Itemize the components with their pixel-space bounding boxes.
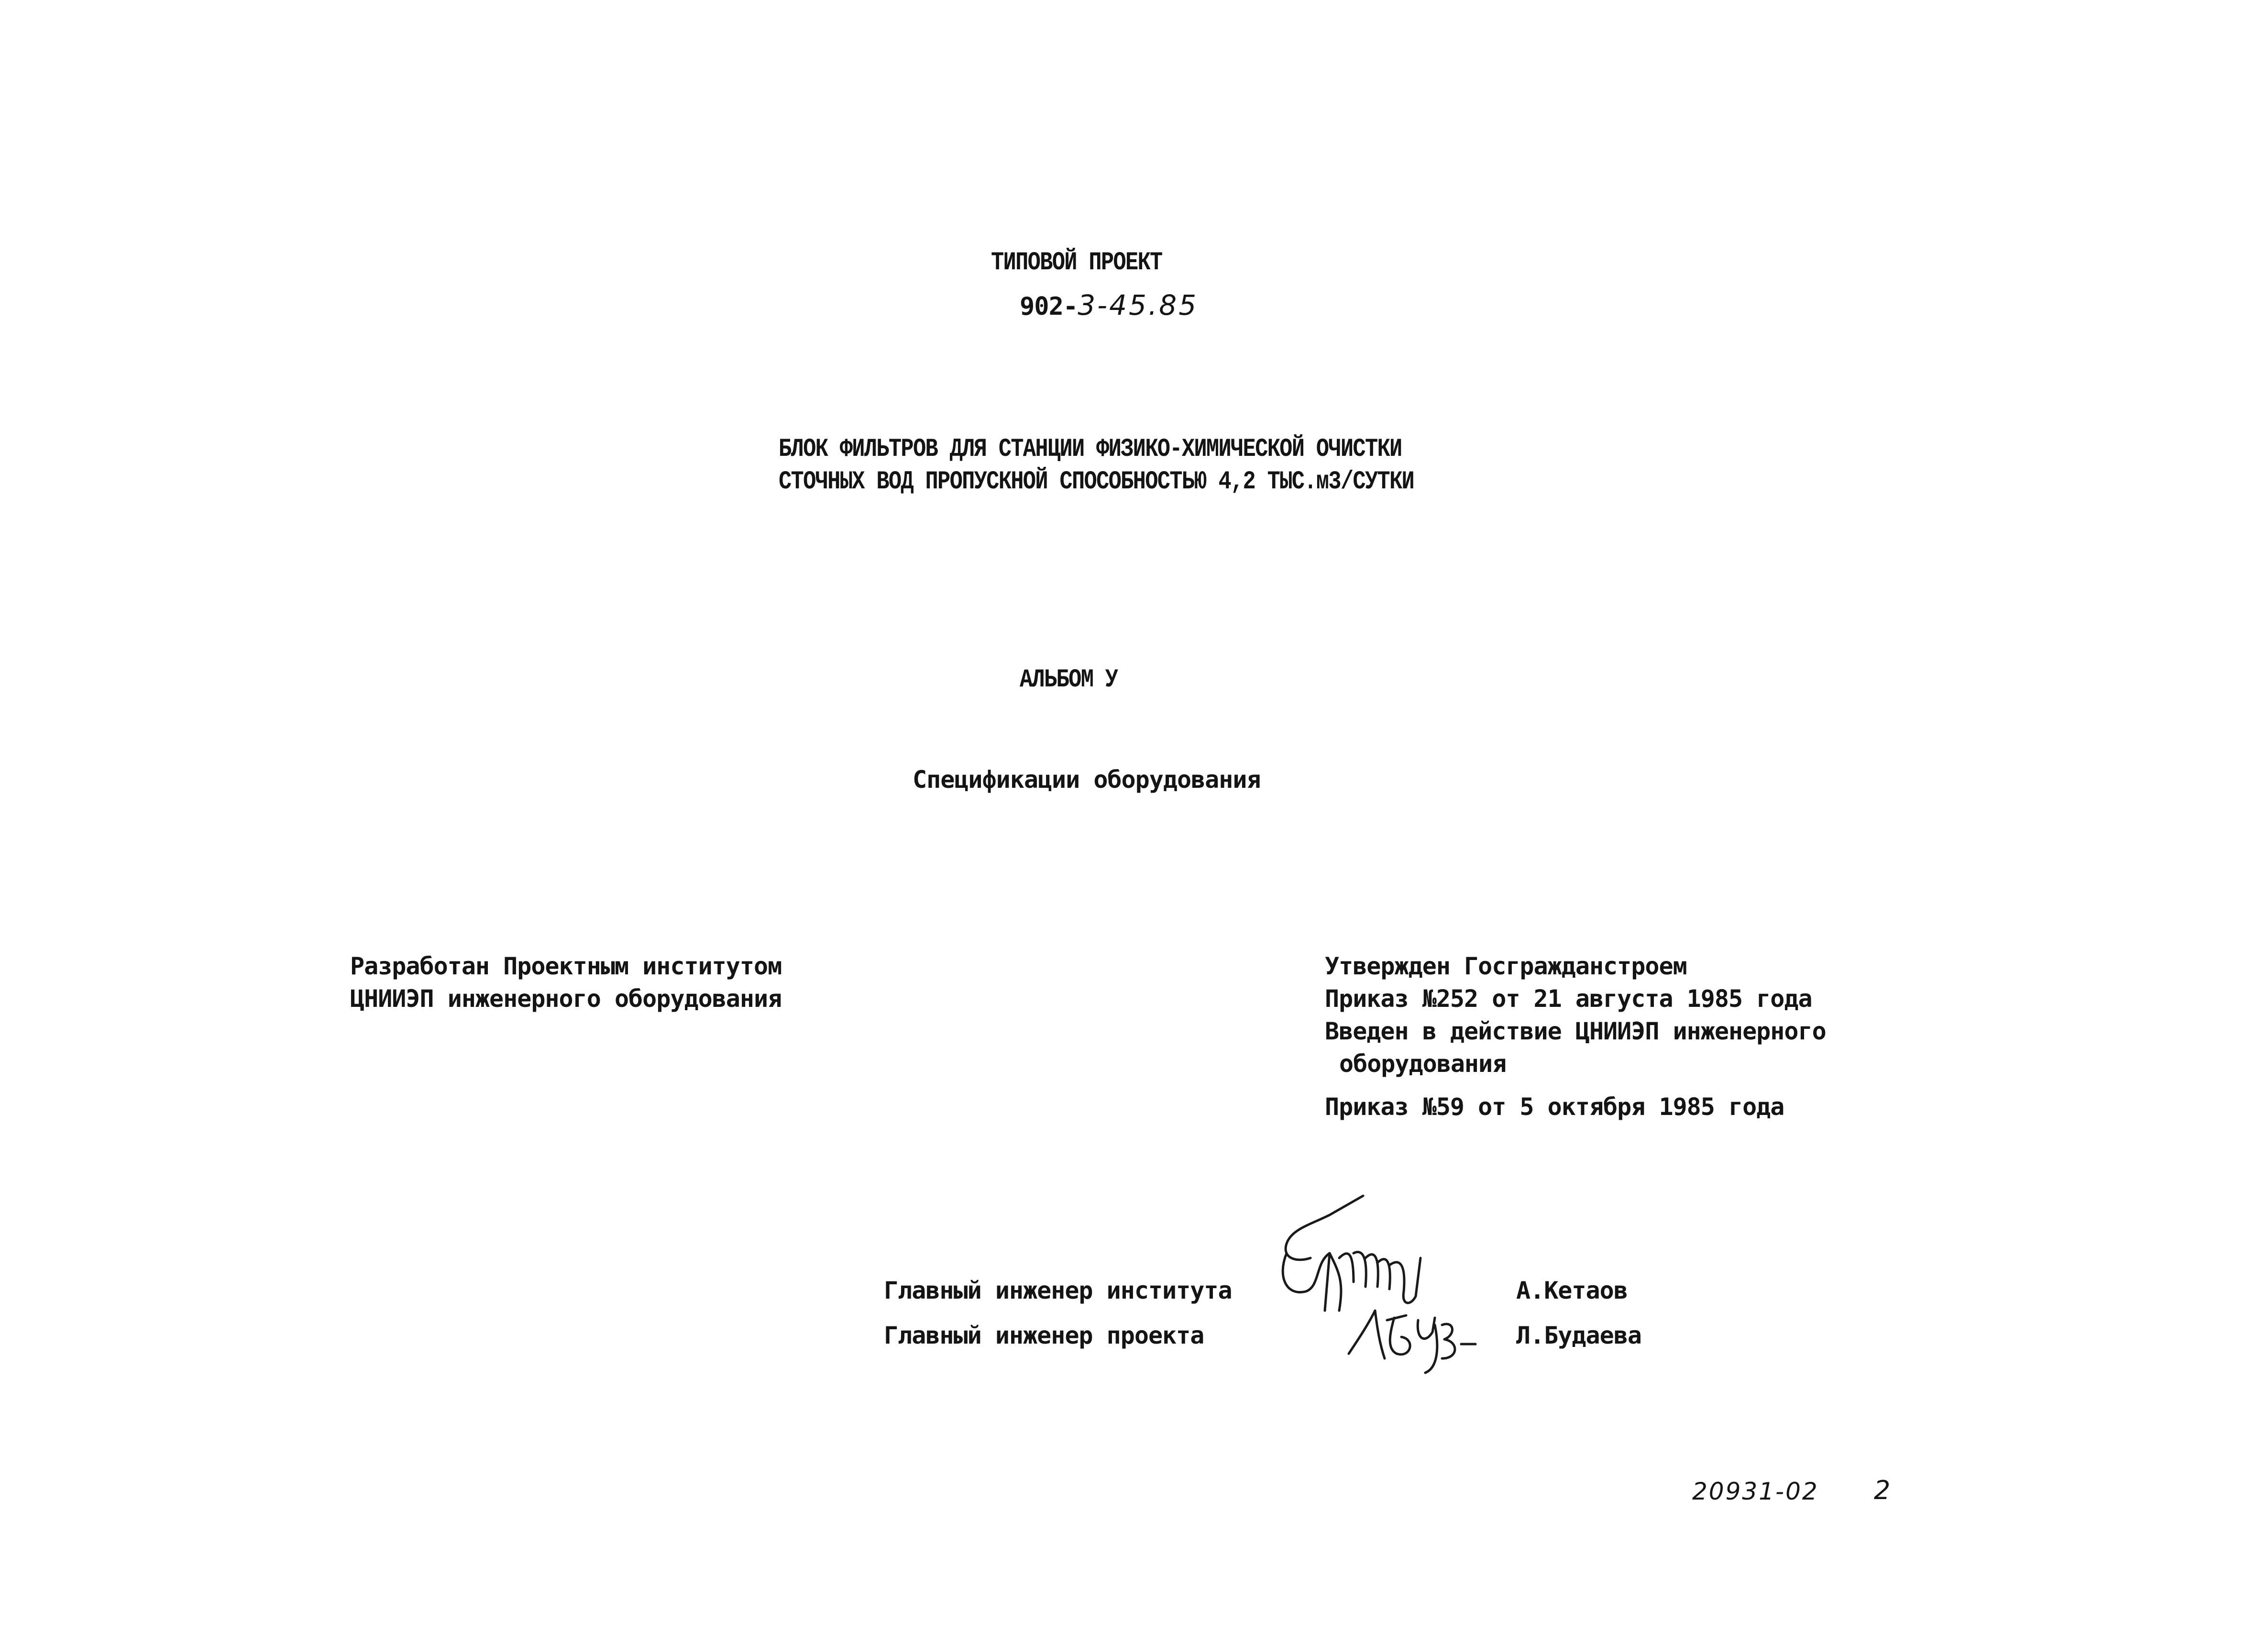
project-number-printed: 902- bbox=[1020, 292, 1078, 321]
signature-scribble-2 bbox=[1339, 1291, 1483, 1378]
document-code: 20931-02 bbox=[1692, 1478, 1819, 1505]
approval-line-1: Утвержден Госгражданстроем bbox=[1325, 952, 1687, 980]
approval-line-5: Приказ №59 от 5 октября 1985 года bbox=[1325, 1093, 1784, 1121]
developer-line-2: ЦНИИЭП инженерного оборудования bbox=[350, 985, 782, 1013]
project-type-heading: ТИПОВОЙ ПРОЕКТ bbox=[991, 248, 1162, 277]
page-number: 2 bbox=[1874, 1475, 1890, 1505]
approval-line-4: оборудования bbox=[1339, 1050, 1507, 1078]
album-subtitle: Спецификации оборудования bbox=[913, 766, 1261, 794]
signature-name-1: А.Кетаов bbox=[1516, 1277, 1628, 1304]
project-number-handwritten: 3-45.85 bbox=[1078, 289, 1199, 321]
signature-role-2: Главный инженер проекта bbox=[884, 1322, 1204, 1349]
approval-line-3: Введен в действие ЦНИИЭП инженерного bbox=[1325, 1017, 1826, 1045]
approval-line-2: Приказ №252 от 21 августа 1985 года bbox=[1325, 985, 1812, 1013]
signature-name-2: Л.Будаева bbox=[1516, 1322, 1641, 1349]
document-title-line-2: СТОЧНЫХ ВОД ПРОПУСКНОЙ СПОСОБНОСТЬЮ 4,2 ТЫС.м3/СУТКИ bbox=[779, 467, 1414, 497]
signature-role-1: Главный инженер института bbox=[884, 1277, 1232, 1304]
project-number bbox=[1020, 291, 1198, 321]
developer-line-1: Разработан Проектным институтом bbox=[350, 952, 782, 980]
document-title-line-1: БЛОК ФИЛЬТРОВ ДЛЯ СТАНЦИИ ФИЗИКО-ХИМИЧЕСКОЙ ОЧИСТКИ bbox=[779, 435, 1402, 464]
album-label: АЛЬБОМ У bbox=[1020, 665, 1118, 695]
